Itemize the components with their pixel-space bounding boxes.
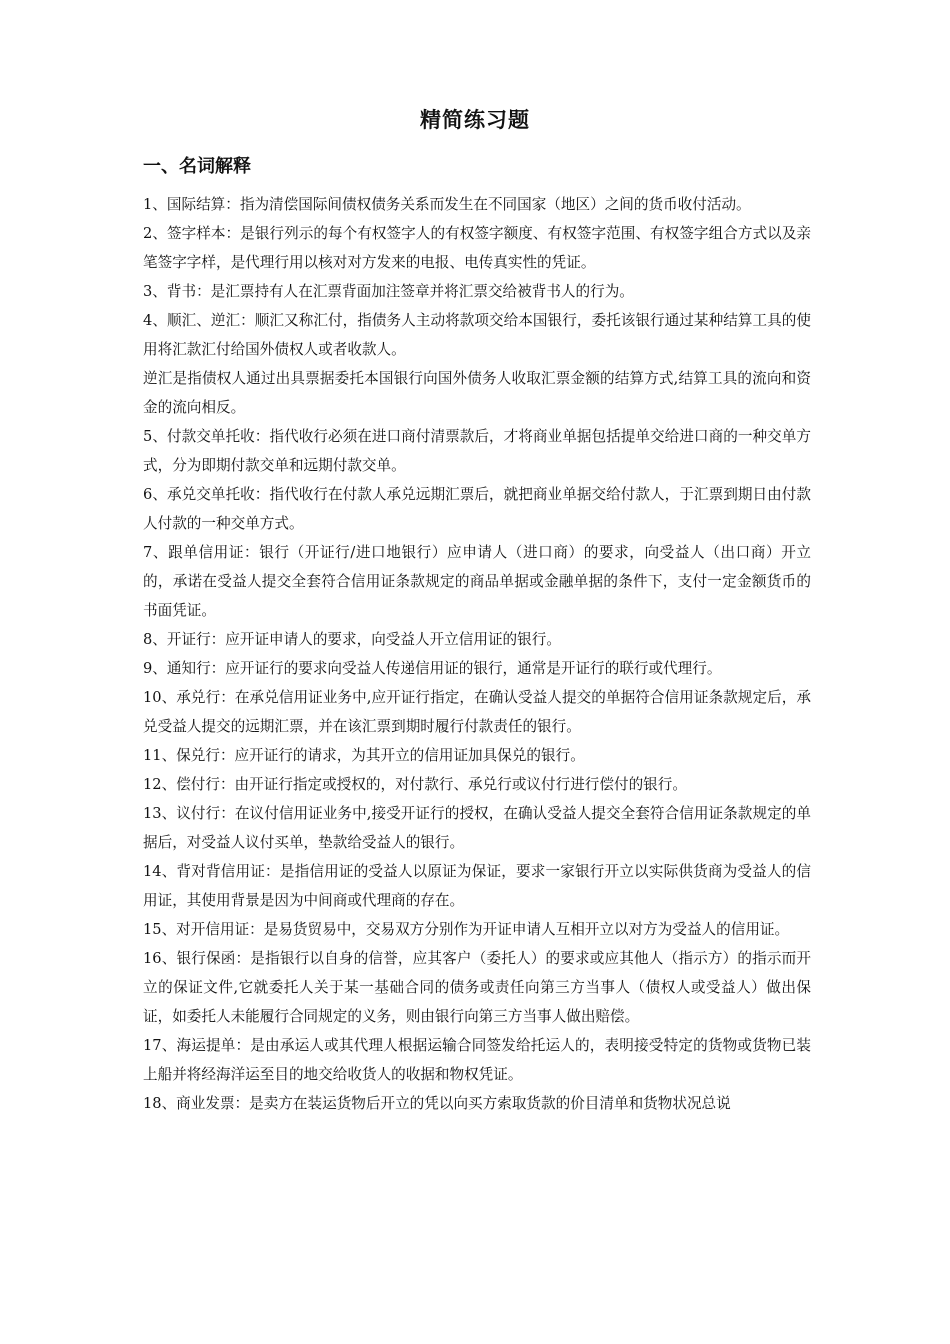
definition-paragraph: 12、偿付行：由开证行指定或授权的，对付款行、承兑行或议付行进行偿付的银行。 [143,776,687,793]
definition-paragraph: 11、保兑行：应开证行的请求，为其开立的信用证加具保兑的银行。 [143,747,585,764]
definition-paragraph: 逆汇是指债权人通过出具票据委托本国银行向国外债务人收取汇票金额的结算方式,结算工具的流向和资金的流向相反。 [143,370,811,416]
definition-paragraph: 8、开证行：应开证申请人的要求，向受益人开立信用证的银行。 [143,631,561,648]
definitions-list [143,190,811,1118]
definition-paragraph: 18、商业发票：是卖方在装运货物后开立的凭以向买方索取货款的价目清单和货物状况总说 [143,1095,731,1112]
definition-paragraph: 4、顺汇、逆汇：顺汇又称汇付，指债务人主动将款项交给本国银行，委托该银行通过某种结算工具的使用将汇款汇付给国外债权人或者收款人。 [143,312,811,358]
section-heading: 一、名词解释 [143,156,251,177]
definition-paragraph: 17、海运提单：是由承运人或其代理人根据运输合同签发给托运人的，表明接受特定的货物或货物已装上船并将经海洋运至目的地交给收货人的收据和物权凭证。 [143,1037,811,1083]
definition-paragraph: 2、签字样本：是银行列示的每个有权签字人的有权签字额度、有权签字范围、有权签字组合方式以及亲笔签字字样，是代理行用以核对对方发来的电报、电传真实性的凭证。 [143,225,811,271]
definition-paragraph: 14、背对背信用证：是指信用证的受益人以原证为保证，要求一家银行开立以实际供货商为受益人的信用证，其使用背景是因为中间商或代理商的存在。 [143,863,811,909]
document-title: 精简练习题 [420,108,530,132]
definition-paragraph: 16、银行保函：是指银行以自身的信誉，应其客户（委托人）的要求或应其他人（指示方）的指示而开立的保证文件,它就委托人关于某一基础合同的债务或责任向第三方当事人（债权人或受益人）做出保证，如委托人未能履行合同规定的义务，则由银行向第三方当事人做出赔偿。 [143,950,811,1025]
definition-paragraph: 6、承兑交单托收：指代收行在付款人承兑远期汇票后，就把商业单据交给付款人，于汇票到期日由付款人付款的一种交单方式。 [143,486,811,532]
definition-paragraph: 3、背书：是汇票持有人在汇票背面加注签章并将汇票交给被背书人的行为。 [143,283,634,300]
definition-paragraph: 9、通知行：应开证行的要求向受益人传递信用证的银行，通常是开证行的联行或代理行。 [143,660,722,677]
definition-paragraph: 13、议付行：在议付信用证业务中,接受开证行的授权，在确认受益人提交全套符合信用证条款规定的单据后，对受益人议付买单，垫款给受益人的银行。 [143,805,811,851]
definition-paragraph: 10、承兑行：在承兑信用证业务中,应开证行指定，在确认受益人提交的单据符合信用证条款规定后，承兑受益人提交的远期汇票，并在该汇票到期时履行付款责任的银行。 [143,689,811,735]
definition-paragraph: 1、国际结算：指为清偿国际间债权债务关系而发生在不同国家（地区）之间的货币收付活动。 [143,196,751,213]
definition-paragraph: 5、付款交单托收：指代收行必须在进口商付清票款后，才将商业单据包括提单交给进口商的一种交单方式，分为即期付款交单和远期付款交单。 [143,428,811,474]
definition-paragraph: 7、跟单信用证：银行（开证行/进口地银行）应申请人（进口商）的要求，向受益人（出口商）开立的，承诺在受益人提交全套符合信用证条款规定的商品单据或金融单据的条件下，支付一定金额货币的书面凭证。 [143,544,811,619]
definition-paragraph: 15、对开信用证：是易货贸易中，交易双方分别作为开证申请人互相开立以对方为受益人的信用证。 [143,921,790,938]
